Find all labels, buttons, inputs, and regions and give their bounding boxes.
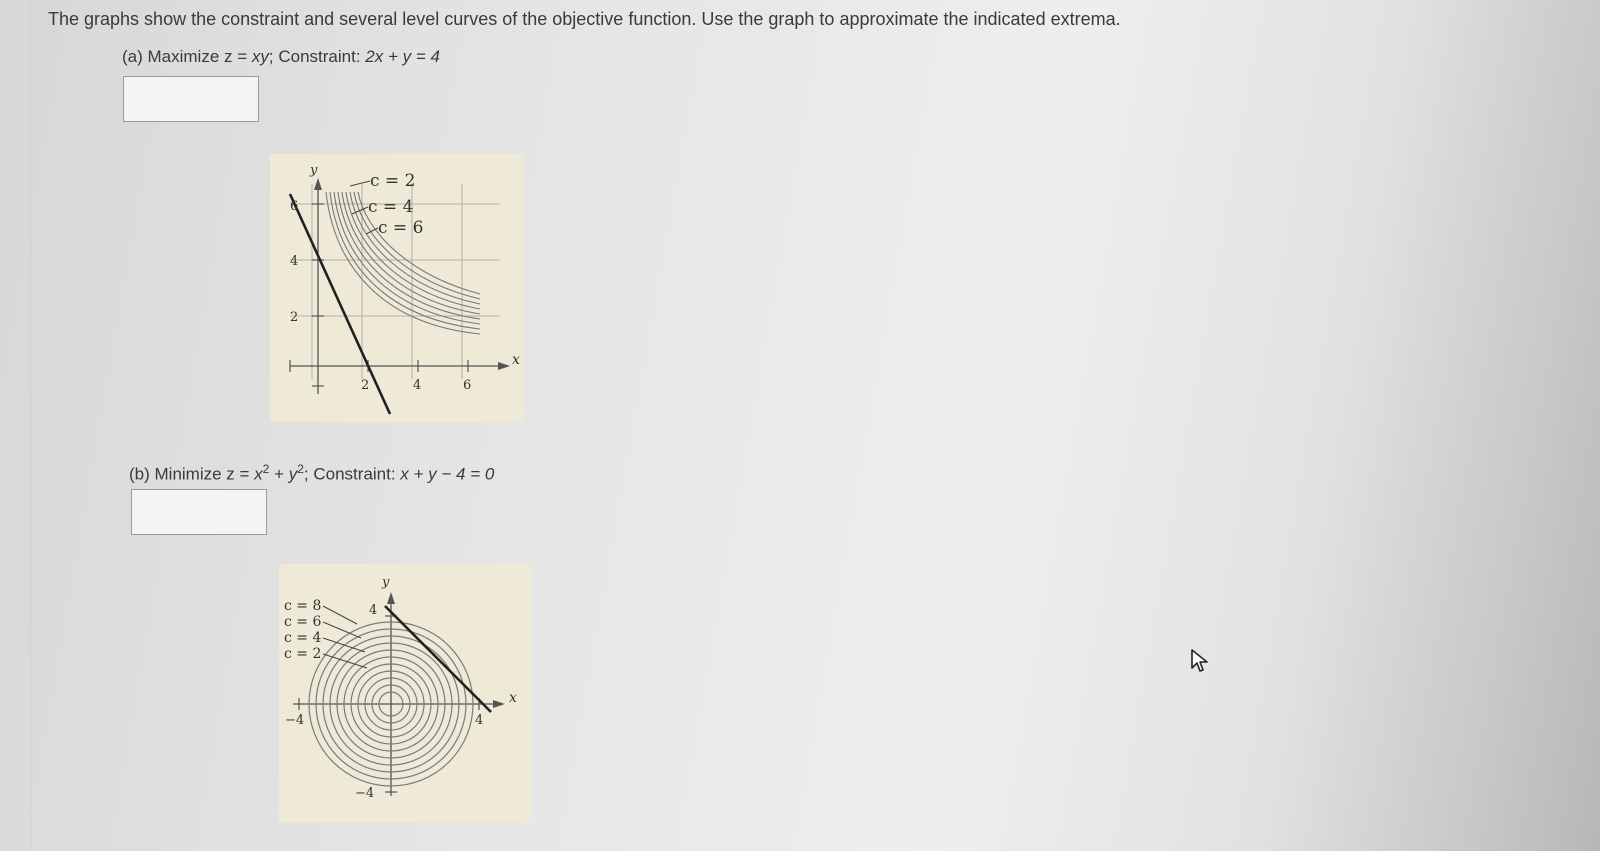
part-a-graph: [270, 154, 524, 422]
part-b-y-tick-neg4: −4: [355, 786, 375, 801]
part-a-y-tick-6: 6: [290, 199, 299, 214]
part-a-y-tick-4: 4: [290, 254, 299, 269]
part-a-x-tick-6: 6: [463, 378, 472, 393]
part-b-label-leaders: [323, 606, 367, 668]
page-margin-line: [30, 0, 31, 851]
part-a-constraint-line: [290, 194, 390, 414]
part-a-z: z: [224, 47, 233, 66]
part-b-constraint-line: [385, 606, 491, 712]
part-a-level-label-3: c = 6: [378, 218, 424, 238]
part-b-sep: ; Constraint:: [303, 464, 401, 484]
part-a-label: [122, 47, 440, 67]
part-b-x-tick-4: 4: [475, 713, 484, 728]
part-a-level-label-1: c = 2: [370, 171, 416, 191]
part-b-x-arrow: [493, 700, 505, 708]
part-b-x-tick-neg4: −4: [285, 713, 305, 728]
part-a-x-tick-2: 2: [361, 378, 370, 393]
part-b-z: z: [226, 464, 235, 484]
part-b-y: y: [288, 464, 298, 484]
part-b-constraint: x + y − 4 = 0: [400, 464, 495, 484]
part-a-graph-svg: [270, 154, 524, 422]
part-b-prefix: (b) Minimize: [129, 464, 227, 484]
part-a-eq: =: [232, 47, 252, 66]
part-a-objective: xy: [251, 47, 269, 66]
part-b-exp-2: 2: [297, 462, 304, 476]
mouse-pointer-icon: [1190, 648, 1210, 679]
part-b-x: x: [254, 464, 263, 484]
part-b-label: [129, 462, 494, 485]
part-a-y-arrow: [314, 178, 322, 190]
part-b-level-label-2: c = 6: [284, 614, 322, 630]
part-b-exp-1: 2: [262, 462, 270, 476]
part-a-sep: ; Constraint:: [268, 47, 366, 66]
part-b-y-tick-4: 4: [369, 603, 378, 618]
part-b-level-label-4: c = 2: [284, 646, 322, 662]
part-b-eq: =: [234, 464, 255, 484]
part-b-y-axis-label: y: [382, 575, 390, 590]
part-b-plus: +: [269, 464, 289, 484]
part-b-level-label-1: c = 8: [284, 598, 322, 614]
part-b-y-arrow: [387, 592, 395, 604]
instructions-text: The graphs show the constraint and several level curves of the objective function. Use the graph to approximate the indicated extrema.: [48, 9, 1121, 29]
part-b-graph: [279, 564, 532, 822]
part-b-level-label-3: c = 4: [284, 630, 322, 646]
part-a-x-tick-4: 4: [413, 378, 422, 393]
part-a-answer-input[interactable]: [123, 76, 259, 122]
part-a-x-arrow: [498, 362, 510, 370]
part-b-answer-input[interactable]: [131, 489, 267, 535]
part-b-x-axis-label: x: [509, 690, 517, 706]
part-a-prefix: (a) Maximize: [122, 47, 225, 66]
part-a-level-label-2: c = 4: [368, 197, 414, 217]
part-a-constraint: 2x + y = 4: [365, 47, 440, 66]
part-b-graph-svg: [279, 564, 532, 822]
part-a-y-axis-label: y: [310, 163, 318, 178]
part-a-y-tick-2: 2: [290, 310, 299, 325]
part-a-x-axis-label: x: [512, 352, 520, 368]
